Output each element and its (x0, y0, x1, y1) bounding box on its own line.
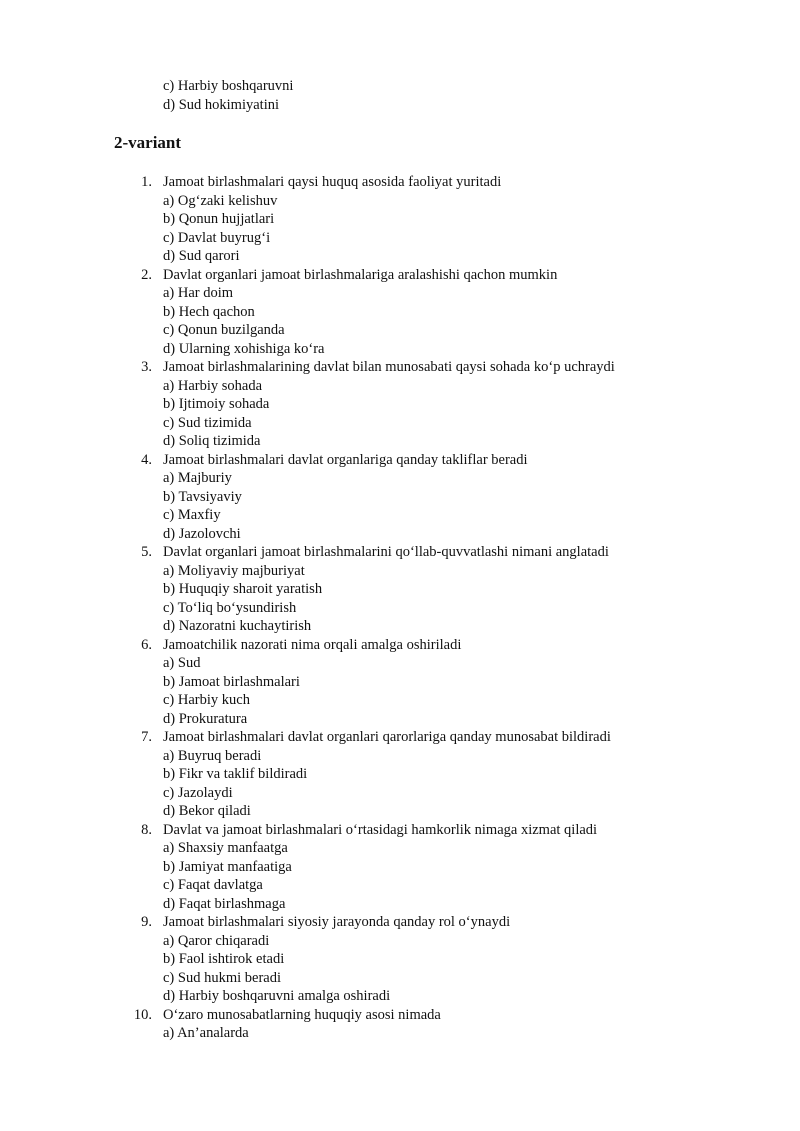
question-number: 10. (133, 1006, 152, 1023)
option: c) To‘liq bo‘ysundirish (163, 599, 297, 616)
question-number: 3. (141, 359, 152, 375)
option: d) Harbiy boshqaruvni amalga oshiradi (163, 988, 391, 1004)
option: b) Jamiyat manfaatiga (163, 858, 292, 875)
question-text: Davlat organlari jamoat birlashmalariga aralashishi qachon mumkin (163, 266, 558, 283)
question-item (0, 358, 800, 451)
option: d) Faqat birlashmaga (163, 895, 286, 912)
option: b) Hech qachon (163, 303, 255, 320)
question-item (0, 173, 800, 266)
question-text: Davlat va jamoat birlashmalari o‘rtasidagi hamkorlik nimaga xizmat qiladi (163, 821, 598, 838)
question-number: 2. (141, 266, 152, 283)
question-text: Jamoat birlashmalari davlat organlariga qanday takliflar beradi (163, 451, 528, 468)
question-item (0, 451, 800, 544)
question-text: O‘zaro munosabatlarning huquqiy asosi nimada (163, 1006, 441, 1023)
question-list (0, 173, 800, 1043)
question-number: 1. (141, 174, 152, 190)
option: d) Sud hokimiyatini (163, 96, 279, 113)
question-number: 6. (141, 636, 152, 653)
option: c) Davlat buyrug‘i (163, 229, 271, 246)
option: b) Huquqiy sharoit yaratish (163, 581, 323, 597)
option: c) Harbiy boshqaruvni (163, 78, 294, 94)
option: a) Har doim (163, 285, 234, 301)
option: d) Bekor qiladi (163, 803, 251, 819)
option: a) Majburiy (163, 470, 232, 486)
question-item (0, 266, 800, 359)
question-item (0, 543, 800, 636)
option: c) Harbiy kuch (163, 692, 250, 708)
option: d) Sud qarori (163, 248, 240, 264)
question-item (0, 1006, 800, 1043)
question-text: Davlat organlari jamoat birlashmalarini qo‘llab-quvvatlashi nimani anglatadi (163, 544, 609, 560)
question-item (0, 821, 800, 914)
option: b) Fikr va taklif bildiradi (163, 766, 308, 782)
question-text: Jamoat birlashmalarining davlat bilan munosabati qaysi sohada ko‘p uchraydi (163, 359, 615, 375)
question-number: 9. (141, 914, 152, 930)
question-text: Jamoat birlashmalari siyosiy jarayonda qanday rol o‘ynaydi (163, 914, 511, 930)
option: d) Nazoratni kuchaytirish (163, 618, 312, 634)
question-number: 4. (141, 451, 152, 468)
option: d) Prokuratura (163, 710, 248, 727)
question-text: Jamoatchilik nazorati nima orqali amalga oshiriladi (163, 636, 462, 653)
option: b) Tavsiyaviy (163, 488, 242, 505)
option: a) An’analarda (163, 1025, 249, 1041)
option: b) Ijtimoiy sohada (163, 396, 270, 412)
question-item (0, 913, 800, 1006)
option: a) Sud (163, 655, 201, 671)
option: d) Ularning xohishiga ko‘ra (163, 340, 325, 357)
option: a) Harbiy sohada (163, 377, 263, 394)
question-text: Jamoat birlashmalari qaysi huquq asosida faoliyat yuritadi (163, 174, 502, 190)
question-item (0, 636, 800, 729)
section-heading: 2-variant (114, 133, 182, 152)
question-number: 8. (141, 821, 152, 838)
option: d) Jazolovchi (163, 525, 241, 542)
option: c) Sud tizimida (163, 414, 252, 431)
option: b) Jamoat birlashmalari (163, 673, 300, 690)
option: a) Moliyaviy majburiyat (163, 562, 305, 579)
question-number: 5. (141, 544, 152, 560)
carryover-options (163, 77, 293, 114)
option: b) Faol ishtirok etadi (163, 951, 285, 967)
question-item (0, 728, 800, 821)
option: b) Qonun hujjatlari (163, 211, 275, 227)
option: c) Faqat davlatga (163, 877, 263, 893)
option: a) Qaror chiqaradi (163, 932, 270, 949)
option: d) Soliq tizimida (163, 433, 261, 449)
option: a) Og‘zaki kelishuv (163, 192, 278, 209)
question-number: 7. (141, 729, 152, 745)
question-text: Jamoat birlashmalari davlat organlari qarorlariga qanday munosabat bildiradi (163, 729, 611, 745)
option: c) Maxfiy (163, 507, 221, 523)
option: a) Buyruq beradi (163, 747, 262, 764)
option: c) Qonun buzilganda (163, 322, 285, 338)
option: c) Sud hukmi beradi (163, 969, 281, 986)
option: c) Jazolaydi (163, 784, 233, 801)
option: a) Shaxsiy manfaatga (163, 840, 288, 856)
